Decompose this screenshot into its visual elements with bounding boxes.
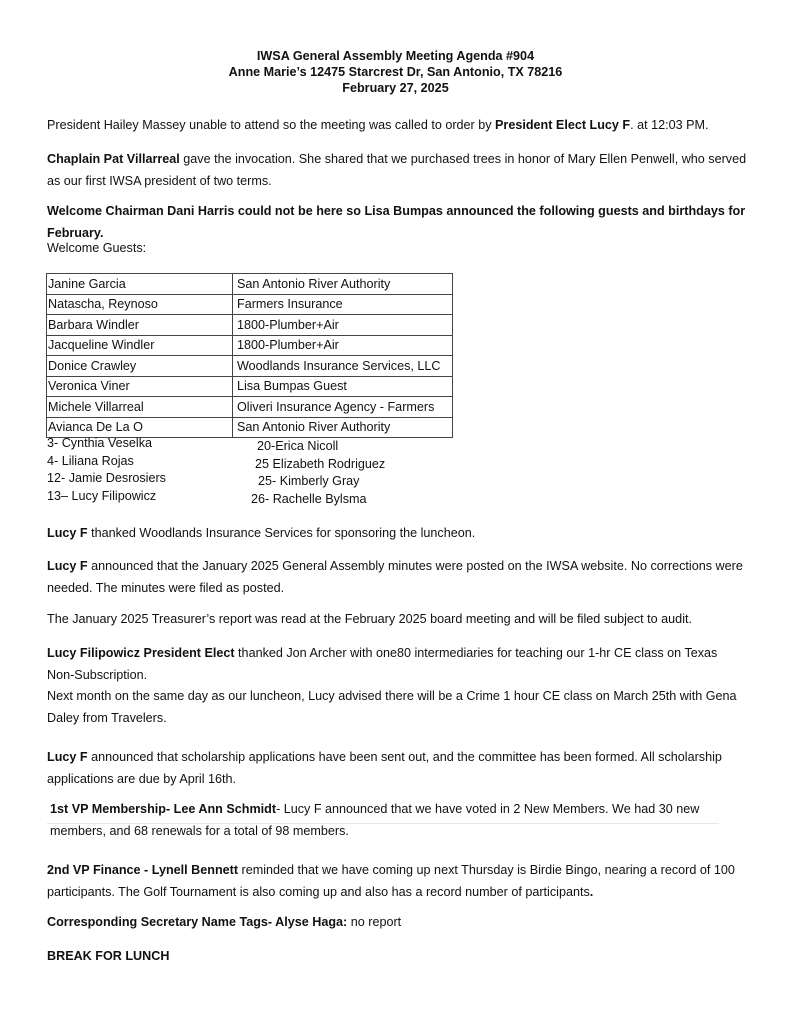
guest-name: Barbara Windler	[47, 315, 233, 336]
secretary-text: no report	[347, 915, 402, 929]
birthdays-left	[47, 435, 166, 505]
finance-bold: 2nd VP Finance - Lynell Bennett	[47, 863, 239, 877]
guest-name: Jacqueline Windler	[47, 335, 233, 356]
paragraph-minutes	[47, 556, 747, 599]
birthday-item: 20-Erica Nicoll	[257, 439, 339, 453]
paragraph-membership	[50, 799, 740, 842]
minutes-bold: Lucy F	[47, 559, 88, 573]
guest-organization: Lisa Bumpas Guest	[233, 376, 453, 397]
call-to-order-bold: President Elect Lucy F	[495, 118, 631, 132]
guest-organization: San Antonio River Authority	[233, 417, 453, 438]
finance-period: .	[589, 884, 594, 899]
guest-organization: San Antonio River Authority	[233, 274, 453, 295]
membership-divider	[47, 823, 719, 824]
sponsor-bold: Lucy F	[47, 526, 88, 540]
guest-organization: Farmers Insurance	[233, 294, 453, 315]
document-title: IWSA General Assembly Meeting Agenda #904	[256, 49, 535, 63]
break-for-lunch-label: BREAK FOR LUNCH	[47, 949, 170, 963]
guest-row	[47, 274, 453, 295]
ce-class-next-month: Next month on the same day as our luncheon, Lucy advised there will be a Crime 1 hour CE class on March 25th with Gena Daley from Travelers.	[47, 689, 737, 725]
invocation-bold: Chaplain Pat Villarreal	[47, 152, 180, 166]
guest-name: Veronica Viner	[47, 376, 233, 397]
call-to-order-time: . at 12:03 PM.	[630, 118, 709, 132]
paragraph-treasurer: The January 2025 Treasurer’s report was read at the February 2025 board meeting and will be filed subject to audit.	[47, 612, 692, 626]
membership-bold: 1st VP Membership- Lee Ann Schmidt	[50, 802, 277, 816]
birthday-item: 3- Cynthia Veselka	[47, 436, 153, 450]
birthday-item: 25 Elizabeth Rodriguez	[255, 456, 386, 471]
guest-name: Donice Crawley	[47, 356, 233, 377]
call-to-order-text: President Hailey Massey unable to attend so the meeting was called to order by	[47, 118, 496, 132]
document-address: Anne Marie’s 12475 Starcrest Dr, San Antonio, TX 78216	[228, 65, 563, 79]
guest-organization: 1800-Plumber+Air	[233, 335, 453, 356]
guest-name: Michele Villarreal	[47, 397, 233, 418]
paragraph-scholarship	[47, 747, 747, 790]
membership-text: - Lucy F announced that we have voted in 2 New Members. We had 30 new members, and 68 renewals for a total of 98 members.	[50, 802, 700, 838]
document-date: February 27, 2025	[342, 81, 449, 95]
scholarship-text: announced that scholarship applications have been sent out, and the committee has been formed. All scholarship applications are due by April 16th.	[47, 750, 722, 786]
birthday-item: 26- Rachelle Bylsma	[251, 491, 367, 506]
guests-table	[46, 273, 453, 438]
sponsor-text: thanked Woodlands Insurance Services for sponsoring the luncheon.	[87, 526, 476, 540]
guest-row	[47, 356, 453, 377]
paragraph-ce-class	[47, 643, 747, 729]
welcome-bold: Welcome Chairman Dani Harris could not be here so Lisa Bumpas announced the following guests and birthdays for February.	[47, 204, 746, 240]
guest-name: Janine Garcia	[47, 274, 233, 295]
birthdays-right	[251, 438, 386, 508]
guest-row	[47, 315, 453, 336]
birthday-item: 12- Jamie Desrosiers	[47, 471, 166, 485]
birthday-item: 4- Liliana Rojas	[47, 453, 134, 468]
guest-row	[47, 397, 453, 418]
ce-class-text: thanked Jon Archer with one80 intermediaries for teaching our 1-hr CE class on Texas Non-Subscription.	[47, 646, 718, 682]
invocation-text: gave the invocation. She shared that we purchased trees in honor of Mary Ellen Penwell, who served as our first IWSA president of two terms.	[47, 152, 747, 188]
paragraph-invocation	[47, 149, 747, 192]
guest-name: Natascha, Reynoso	[47, 294, 233, 315]
guest-row	[47, 376, 453, 397]
paragraph-sponsor	[47, 523, 747, 545]
guest-row	[47, 294, 453, 315]
guest-organization: Woodlands Insurance Services, LLC	[233, 356, 453, 377]
guest-row	[47, 335, 453, 356]
guest-organization: 1800-Plumber+Air	[233, 315, 453, 336]
break-for-lunch	[47, 946, 747, 968]
scholarship-bold: Lucy F	[47, 750, 88, 764]
birthday-item: 25- Kimberly Gray	[258, 474, 360, 488]
minutes-text: announced that the January 2025 General Assembly minutes were posted on the IWSA website. No corrections were needed. The minutes were filed as posted.	[47, 559, 743, 595]
paragraph-call-to-order	[47, 115, 747, 137]
secretary-bold: Corresponding Secretary Name Tags- Alyse Haga:	[47, 915, 348, 929]
ce-class-bold: Lucy Filipowicz President Elect	[47, 646, 235, 660]
guest-name: Avianca De La O	[47, 417, 233, 438]
paragraph-secretary	[47, 912, 747, 934]
paragraph-finance	[47, 860, 747, 903]
finance-text: reminded that we have coming up next Thursday is Birdie Bingo, nearing a record of 100 participants. The Golf Tournament is also coming up and also has a record number of participants	[47, 863, 735, 899]
birthday-item: 13– Lucy Filipowicz	[47, 488, 157, 503]
welcome-guests-label: Welcome Guests:	[47, 241, 147, 255]
guest-organization: Oliveri Insurance Agency - Farmers	[233, 397, 453, 418]
